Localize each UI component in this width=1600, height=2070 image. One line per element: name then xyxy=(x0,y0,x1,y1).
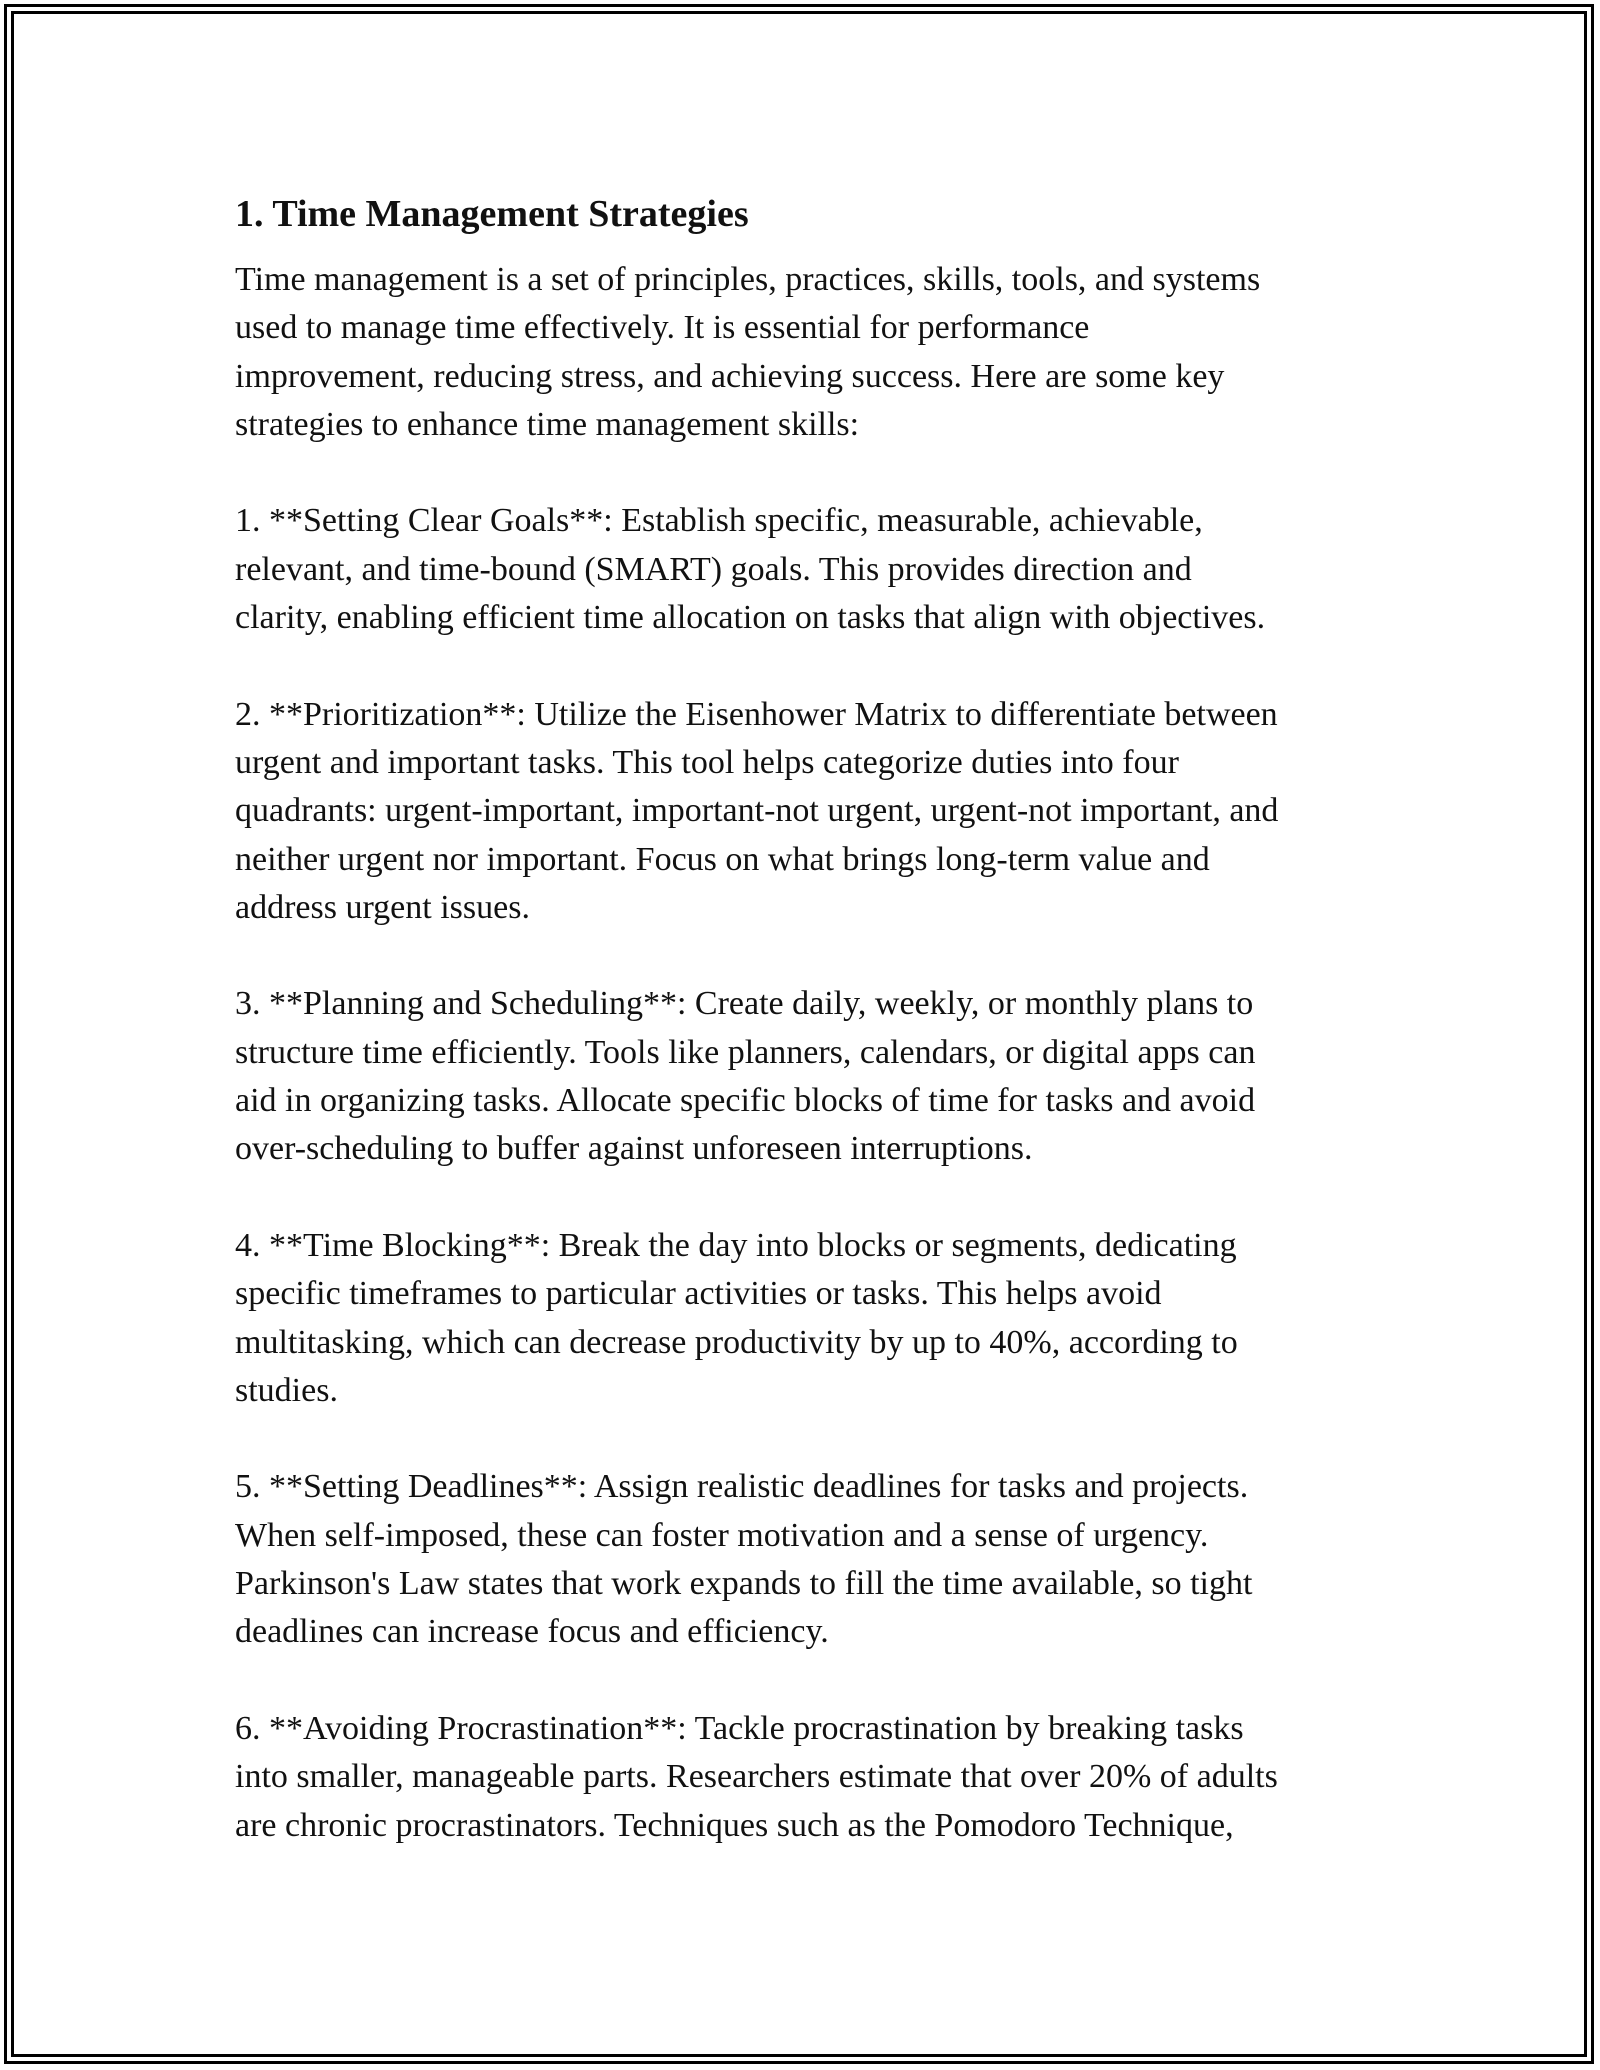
section-heading: 1. Time Management Strategies xyxy=(235,193,749,235)
strategy-paragraph-deadlines: 5. **Setting Deadlines**: Assign realistic deadlines for tasks and projects. When self-imposed, these can foster motivation and a sense of urgency. Parkinson's Law states that work expands to fill the time available, so tight deadlines can increase focus and efficiency. xyxy=(235,1468,1253,1651)
strategy-paragraph-goals: 1. **Setting Clear Goals**: Establish specific, measurable, achievable, relevant, and time-bound (SMART) goals. This provides direction and clarity, enabling efficient time allocation on tasks that align with objectives. xyxy=(235,502,1266,637)
intro-paragraph: Time management is a set of principles, practices, skills, tools, and systems used to manage time effectively. It is essential for performance improvement, reducing stress, and achieving success. Here are some key strategies to enhance time management skills: xyxy=(235,261,1261,443)
strategy-paragraph-planning: 3. **Planning and Scheduling**: Create daily, weekly, or monthly plans to structure time efficiently. Tools like planners, calendars, or digital apps can aid in organizing tasks. Allocate specific blocks of time for tasks and avoid over-scheduling to buffer against unforeseen interruptions. xyxy=(235,985,1256,1168)
strategy-paragraph-time-blocking: 4. **Time Blocking**: Break the day into blocks or segments, dedicating specific timeframes to particular activities or tasks. This helps avoid multitasking, which can decrease productivity by up to 40%, according to studies. xyxy=(235,1226,1238,1409)
strategy-paragraph-procrastination: 6. **Avoiding Procrastination**: Tackle procrastination by breaking tasks into smaller, manageable parts. Researchers estimate that over 20% of adults are chronic procrastinators. Techniques such as the Pomodoro Technique, xyxy=(235,1709,1278,1844)
strategy-paragraph-prioritization: 2. **Prioritization**: Utilize the Eisenhower Matrix to differentiate between urgent and important tasks. This tool helps categorize duties into four quadrants: urgent-important, important-not urgent, urgent-not important, and neither urgent nor important. Focus on what brings long-term value and address urgent issues. xyxy=(235,695,1279,926)
document-body xyxy=(235,184,1375,1850)
